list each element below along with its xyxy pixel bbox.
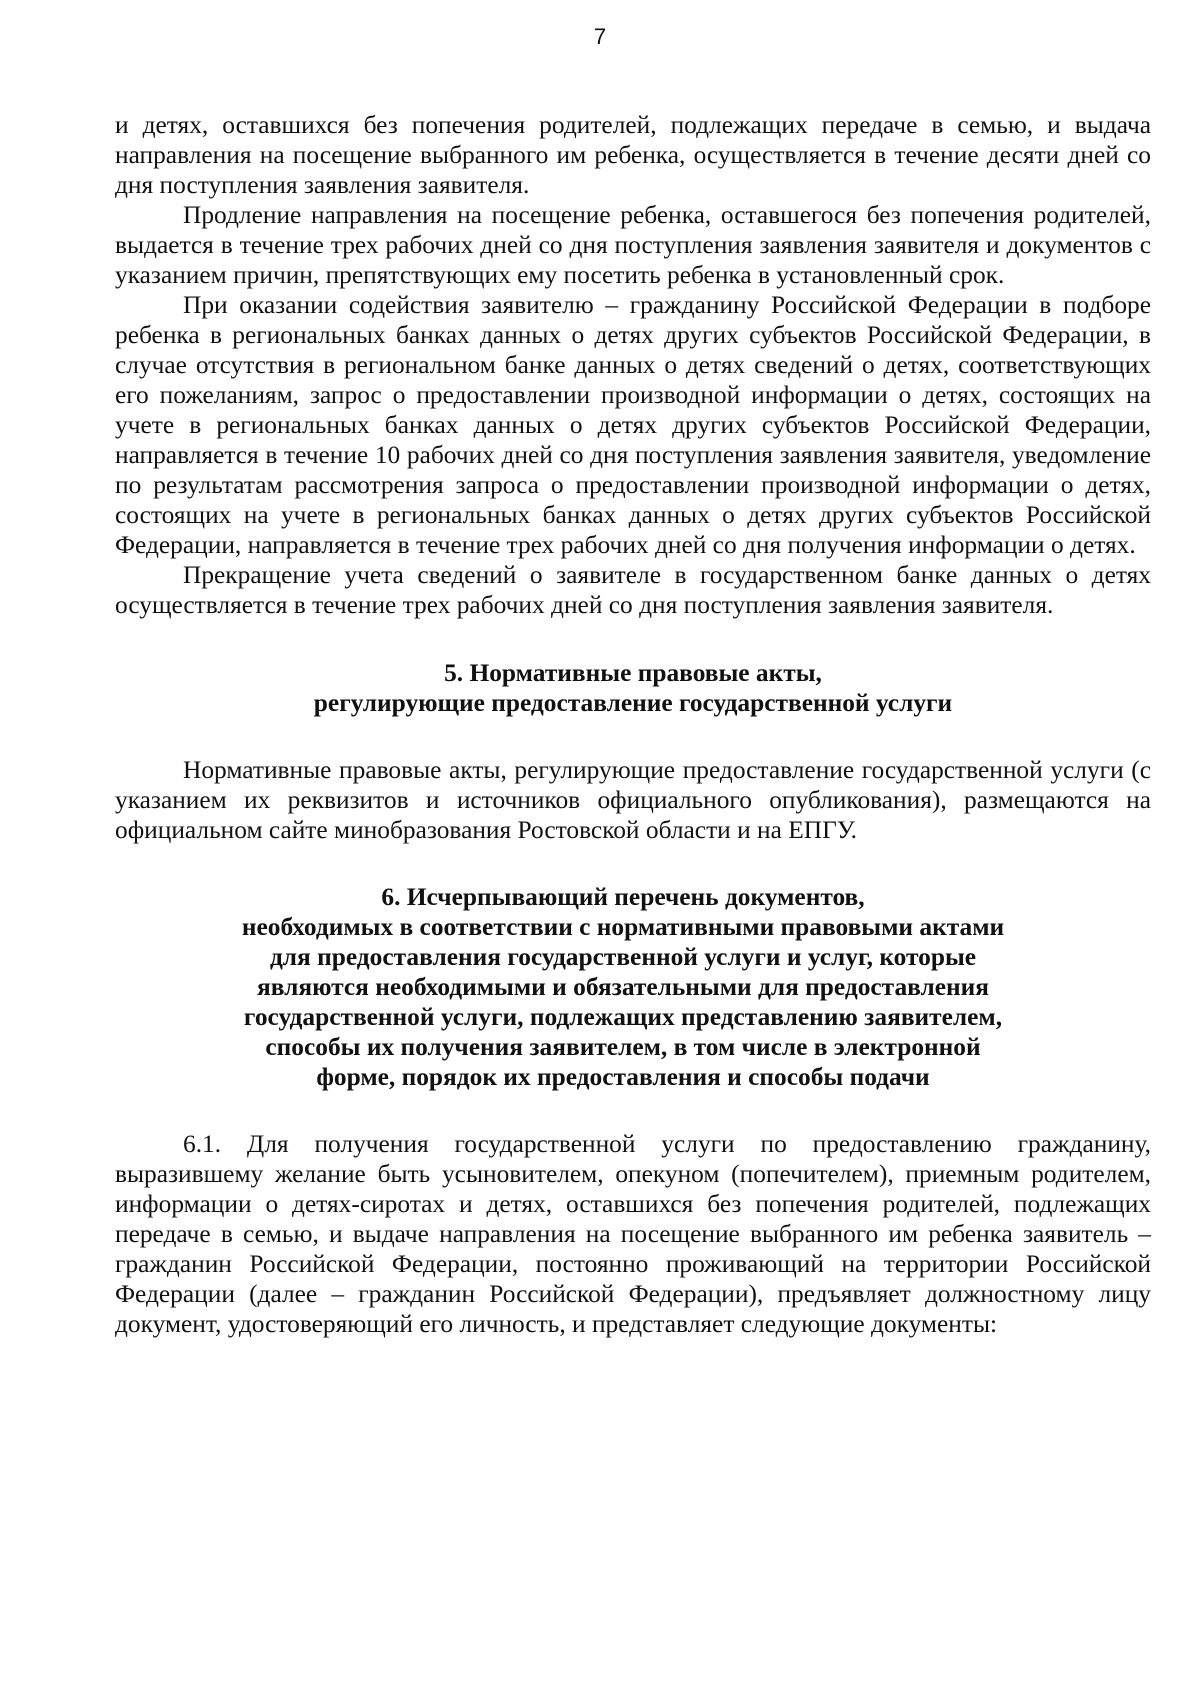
heading-line: способы их получения заявителем, в том числе в электронной xyxy=(265,1033,981,1061)
paragraph-assistance: При оказании содействия заявителю – гражданину Российской Федерации в подборе ребенка в региональных банках данных о детях других субъектов Российской Федерации, в случае отсутствия в региональном банке данных о детях сведений о детях, соответствующих его пожеланиям, запрос о предоставлении производной информации о детях, состоящих на учете в региональных банках данных о детях других субъектов Российской Федерации, направляется в течение 10 рабочих дней со дня поступления заявления заявителя, уведомление по результатам рассмотрения запроса о предоставлении производной информации о детях, состоящих на учете в региональных банках данных о детях других субъектов Российской Федерации, направляется в течение трех рабочих дней со дня получения информации о детях. xyxy=(115,291,1151,559)
paragraph-extension: Продление направления на посещение ребенка, оставшегося без попечения родителей, выдается в течение трех рабочих дней со дня поступления заявления заявителя и документов с указанием причин, препятствующих ему посетить ребенка в установленный срок. xyxy=(115,201,1151,289)
document-body xyxy=(115,110,1151,1339)
heading-line: необходимых в соответствии с нормативными правовыми актами xyxy=(241,913,1005,941)
heading-line: государственной услуги, подлежащих представлению заявителем, xyxy=(243,1003,1003,1031)
heading-line: являются необходимыми и обязательными для предоставления xyxy=(256,973,990,1001)
section-5-heading xyxy=(115,658,1151,718)
heading-line: 6. Исчерпывающий перечень документов, xyxy=(381,883,865,911)
paragraph-continuation: и детях, оставшихся без попечения родителей, подлежащих передаче в семью, и выдача направления на посещение выбранного им ребенка, осуществляется в течение десяти дней со дня поступления заявления заявителя. xyxy=(115,111,1151,199)
paragraph-termination: Прекращение учета сведений о заявителе в государственном банке данных о детях осуществляется в течение трех рабочих дней со дня поступления заявления заявителя. xyxy=(115,561,1151,619)
page-number: 7 xyxy=(593,24,607,49)
section-6-1-paragraph: 6.1. Для получения государственной услуги по предоставлению гражданину, выразившему желание быть усыновителем, опекуном (попечителем), приемным родителем, информации о детях-сиротах и детях, оставшихся без попечения родителей, подлежащих передаче в семью, и выдаче направления на посещение выбранного им ребенка заявитель – гражданин Российской Федерации, постоянно проживающий на территории Российской Федерации (далее – гражданин Российской Федерации), предъявляет должностному лицу документ, удостоверяющий его личность, и представляет следующие документы: xyxy=(115,1130,1151,1338)
heading-line: для предоставления государственной услуги и услуг, которые xyxy=(269,943,977,971)
heading-line: 5. Нормативные правовые акты, xyxy=(444,659,822,687)
section-6-heading xyxy=(115,882,1151,1092)
heading-line: форме, порядок их предоставления и способы подачи xyxy=(316,1063,930,1091)
section-5-paragraph: Нормативные правовые акты, регулирующие предоставление государственной услуги (с указанием их реквизитов и источников официального опубликования), размещаются на официальном сайте минобразования Ростовской области и на ЕПГУ. xyxy=(115,756,1151,844)
heading-line: регулирующие предоставление государственной услуги xyxy=(313,689,953,717)
